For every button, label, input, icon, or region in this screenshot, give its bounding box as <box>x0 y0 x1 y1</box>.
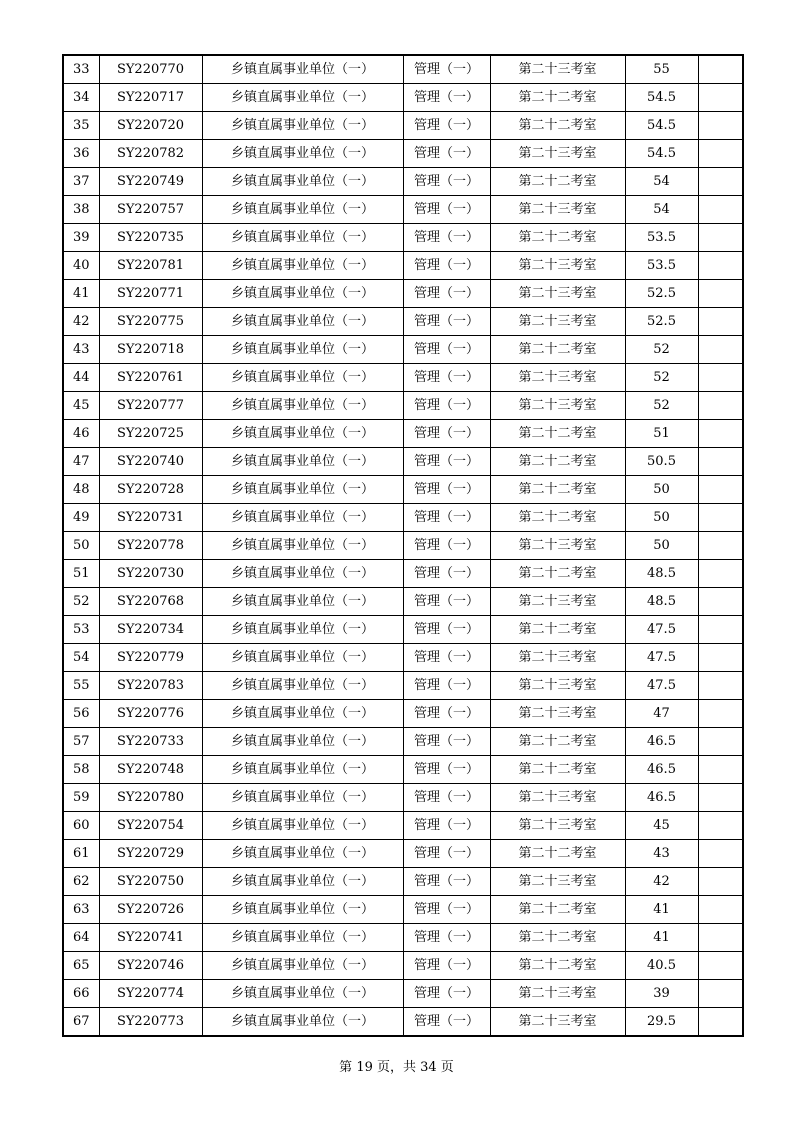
total-pages: 34 <box>420 1060 437 1075</box>
employer-unit-cell: 乡镇直属事业单位（一） <box>202 280 403 308</box>
employer-unit-cell: 乡镇直属事业单位（一） <box>202 392 403 420</box>
row-number-cell: 40 <box>63 252 99 280</box>
employer-unit-cell: 乡镇直属事业单位（一） <box>202 868 403 896</box>
remark-cell <box>698 896 743 924</box>
candidate-id-cell: SY220773 <box>99 1008 202 1037</box>
employer-unit-cell: 乡镇直属事业单位（一） <box>202 55 403 84</box>
position-cell: 管理（一） <box>403 980 490 1008</box>
exam-room-cell: 第二十二考室 <box>490 476 625 504</box>
score-cell: 39 <box>625 980 698 1008</box>
position-cell: 管理（一） <box>403 812 490 840</box>
position-cell: 管理（一） <box>403 504 490 532</box>
row-number-cell: 38 <box>63 196 99 224</box>
position-cell: 管理（一） <box>403 55 490 84</box>
position-cell: 管理（一） <box>403 896 490 924</box>
row-number-cell: 60 <box>63 812 99 840</box>
candidate-id-cell: SY220774 <box>99 980 202 1008</box>
score-cell: 43 <box>625 840 698 868</box>
position-cell: 管理（一） <box>403 644 490 672</box>
position-cell: 管理（一） <box>403 868 490 896</box>
score-cell: 55 <box>625 55 698 84</box>
row-number-cell: 51 <box>63 560 99 588</box>
exam-room-cell: 第二十二考室 <box>490 448 625 476</box>
exam-room-cell: 第二十二考室 <box>490 224 625 252</box>
candidate-id-cell: SY220780 <box>99 784 202 812</box>
candidate-id-cell: SY220770 <box>99 55 202 84</box>
employer-unit-cell: 乡镇直属事业单位（一） <box>202 980 403 1008</box>
table-row <box>63 756 743 784</box>
remark-cell <box>698 364 743 392</box>
table-row <box>63 868 743 896</box>
remark-cell <box>698 784 743 812</box>
employer-unit-cell: 乡镇直属事业单位（一） <box>202 476 403 504</box>
employer-unit-cell: 乡镇直属事业单位（一） <box>202 308 403 336</box>
exam-room-cell: 第二十三考室 <box>490 392 625 420</box>
score-cell: 52.5 <box>625 308 698 336</box>
exam-room-cell: 第二十二考室 <box>490 924 625 952</box>
remark-cell <box>698 672 743 700</box>
employer-unit-cell: 乡镇直属事业单位（一） <box>202 504 403 532</box>
score-cell: 47.5 <box>625 616 698 644</box>
employer-unit-cell: 乡镇直属事业单位（一） <box>202 168 403 196</box>
exam-room-cell: 第二十二考室 <box>490 168 625 196</box>
employer-unit-cell: 乡镇直属事业单位（一） <box>202 588 403 616</box>
row-number-cell: 59 <box>63 784 99 812</box>
exam-room-cell: 第二十三考室 <box>490 532 625 560</box>
position-cell: 管理（一） <box>403 280 490 308</box>
exam-room-cell: 第二十二考室 <box>490 840 625 868</box>
remark-cell <box>698 476 743 504</box>
employer-unit-cell: 乡镇直属事业单位（一） <box>202 224 403 252</box>
row-number-cell: 49 <box>63 504 99 532</box>
exam-room-cell: 第二十二考室 <box>490 756 625 784</box>
candidate-id-cell: SY220733 <box>99 728 202 756</box>
row-number-cell: 61 <box>63 840 99 868</box>
position-cell: 管理（一） <box>403 476 490 504</box>
remark-cell <box>698 308 743 336</box>
row-number-cell: 55 <box>63 672 99 700</box>
score-cell: 47.5 <box>625 644 698 672</box>
table-row <box>63 672 743 700</box>
position-cell: 管理（一） <box>403 1008 490 1037</box>
position-cell: 管理（一） <box>403 308 490 336</box>
page-suffix: 页 <box>436 1060 454 1075</box>
candidate-id-cell: SY220741 <box>99 924 202 952</box>
remark-cell <box>698 868 743 896</box>
position-cell: 管理（一） <box>403 616 490 644</box>
score-cell: 47 <box>625 700 698 728</box>
employer-unit-cell: 乡镇直属事业单位（一） <box>202 336 403 364</box>
score-cell: 50.5 <box>625 448 698 476</box>
position-cell: 管理（一） <box>403 112 490 140</box>
exam-room-cell: 第二十三考室 <box>490 588 625 616</box>
exam-room-cell: 第二十三考室 <box>490 644 625 672</box>
position-cell: 管理（一） <box>403 392 490 420</box>
employer-unit-cell: 乡镇直属事业单位（一） <box>202 1008 403 1037</box>
remark-cell <box>698 504 743 532</box>
employer-unit-cell: 乡镇直属事业单位（一） <box>202 840 403 868</box>
employer-unit-cell: 乡镇直属事业单位（一） <box>202 700 403 728</box>
remark-cell <box>698 532 743 560</box>
candidate-id-cell: SY220771 <box>99 280 202 308</box>
remark-cell <box>698 952 743 980</box>
remark-cell <box>698 392 743 420</box>
exam-room-cell: 第二十二考室 <box>490 560 625 588</box>
exam-room-cell: 第二十三考室 <box>490 812 625 840</box>
candidate-id-cell: SY220720 <box>99 112 202 140</box>
exam-room-cell: 第二十二考室 <box>490 952 625 980</box>
remark-cell <box>698 336 743 364</box>
score-cell: 53.5 <box>625 252 698 280</box>
table-row <box>63 336 743 364</box>
table-row <box>63 728 743 756</box>
position-cell: 管理（一） <box>403 168 490 196</box>
remark-cell <box>698 924 743 952</box>
score-cell: 46.5 <box>625 756 698 784</box>
candidate-id-cell: SY220777 <box>99 392 202 420</box>
row-number-cell: 65 <box>63 952 99 980</box>
row-number-cell: 57 <box>63 728 99 756</box>
remark-cell <box>698 140 743 168</box>
candidate-id-cell: SY220783 <box>99 672 202 700</box>
exam-room-cell: 第二十三考室 <box>490 140 625 168</box>
score-cell: 50 <box>625 532 698 560</box>
position-cell: 管理（一） <box>403 448 490 476</box>
table-row <box>63 784 743 812</box>
exam-room-cell: 第二十三考室 <box>490 980 625 1008</box>
score-cell: 41 <box>625 896 698 924</box>
row-number-cell: 42 <box>63 308 99 336</box>
row-number-cell: 39 <box>63 224 99 252</box>
table-row <box>63 448 743 476</box>
row-number-cell: 66 <box>63 980 99 1008</box>
score-cell: 54 <box>625 168 698 196</box>
position-cell: 管理（一） <box>403 532 490 560</box>
position-cell: 管理（一） <box>403 224 490 252</box>
score-table <box>62 54 744 1037</box>
candidate-id-cell: SY220757 <box>99 196 202 224</box>
employer-unit-cell: 乡镇直属事业单位（一） <box>202 644 403 672</box>
table-row <box>63 364 743 392</box>
remark-cell <box>698 55 743 84</box>
row-number-cell: 33 <box>63 55 99 84</box>
remark-cell <box>698 588 743 616</box>
exam-room-cell: 第二十三考室 <box>490 672 625 700</box>
employer-unit-cell: 乡镇直属事业单位（一） <box>202 728 403 756</box>
row-number-cell: 36 <box>63 140 99 168</box>
remark-cell <box>698 560 743 588</box>
remark-cell <box>698 448 743 476</box>
row-number-cell: 58 <box>63 756 99 784</box>
position-cell: 管理（一） <box>403 588 490 616</box>
row-number-cell: 48 <box>63 476 99 504</box>
remark-cell <box>698 420 743 448</box>
row-number-cell: 64 <box>63 924 99 952</box>
table-row <box>63 140 743 168</box>
current-page-number: 19 <box>356 1060 373 1075</box>
score-cell: 48.5 <box>625 560 698 588</box>
page-footer <box>0 1056 793 1075</box>
employer-unit-cell: 乡镇直属事业单位（一） <box>202 812 403 840</box>
candidate-id-cell: SY220717 <box>99 84 202 112</box>
candidate-id-cell: SY220775 <box>99 308 202 336</box>
exam-room-cell: 第二十三考室 <box>490 1008 625 1037</box>
position-cell: 管理（一） <box>403 924 490 952</box>
remark-cell <box>698 980 743 1008</box>
candidate-id-cell: SY220731 <box>99 504 202 532</box>
table-row <box>63 924 743 952</box>
score-cell: 52.5 <box>625 280 698 308</box>
candidate-id-cell: SY220730 <box>99 560 202 588</box>
row-number-cell: 46 <box>63 420 99 448</box>
table-row <box>63 560 743 588</box>
score-cell: 54.5 <box>625 140 698 168</box>
table-row <box>63 532 743 560</box>
position-cell: 管理（一） <box>403 784 490 812</box>
score-cell: 41 <box>625 924 698 952</box>
remark-cell <box>698 112 743 140</box>
row-number-cell: 63 <box>63 896 99 924</box>
candidate-id-cell: SY220781 <box>99 252 202 280</box>
employer-unit-cell: 乡镇直属事业单位（一） <box>202 616 403 644</box>
remark-cell <box>698 700 743 728</box>
table-row <box>63 224 743 252</box>
position-cell: 管理（一） <box>403 840 490 868</box>
table-row <box>63 420 743 448</box>
employer-unit-cell: 乡镇直属事业单位（一） <box>202 532 403 560</box>
employer-unit-cell: 乡镇直属事业单位（一） <box>202 952 403 980</box>
row-number-cell: 34 <box>63 84 99 112</box>
position-cell: 管理（一） <box>403 252 490 280</box>
remark-cell <box>698 728 743 756</box>
table-row <box>63 504 743 532</box>
position-cell: 管理（一） <box>403 672 490 700</box>
candidate-id-cell: SY220778 <box>99 532 202 560</box>
score-cell: 52 <box>625 336 698 364</box>
exam-room-cell: 第二十三考室 <box>490 280 625 308</box>
exam-room-cell: 第二十二考室 <box>490 336 625 364</box>
score-cell: 48.5 <box>625 588 698 616</box>
employer-unit-cell: 乡镇直属事业单位（一） <box>202 112 403 140</box>
exam-room-cell: 第二十三考室 <box>490 868 625 896</box>
candidate-id-cell: SY220728 <box>99 476 202 504</box>
exam-room-cell: 第二十三考室 <box>490 700 625 728</box>
score-cell: 40.5 <box>625 952 698 980</box>
row-number-cell: 56 <box>63 700 99 728</box>
table-row <box>63 55 743 84</box>
employer-unit-cell: 乡镇直属事业单位（一） <box>202 420 403 448</box>
position-cell: 管理（一） <box>403 560 490 588</box>
exam-room-cell: 第二十三考室 <box>490 308 625 336</box>
row-number-cell: 37 <box>63 168 99 196</box>
candidate-id-cell: SY220761 <box>99 364 202 392</box>
table-row <box>63 700 743 728</box>
page-middle: 页，共 <box>372 1060 421 1075</box>
table-row <box>63 980 743 1008</box>
table-row <box>63 812 743 840</box>
row-number-cell: 67 <box>63 1008 99 1037</box>
position-cell: 管理（一） <box>403 420 490 448</box>
exam-room-cell: 第二十二考室 <box>490 896 625 924</box>
remark-cell <box>698 812 743 840</box>
page-prefix: 第 <box>339 1060 357 1075</box>
exam-room-cell: 第二十二考室 <box>490 112 625 140</box>
position-cell: 管理（一） <box>403 952 490 980</box>
candidate-id-cell: SY220754 <box>99 812 202 840</box>
table-row <box>63 1008 743 1037</box>
position-cell: 管理（一） <box>403 756 490 784</box>
candidate-id-cell: SY220776 <box>99 700 202 728</box>
score-cell: 54 <box>625 196 698 224</box>
employer-unit-cell: 乡镇直属事业单位（一） <box>202 364 403 392</box>
remark-cell <box>698 84 743 112</box>
employer-unit-cell: 乡镇直属事业单位（一） <box>202 252 403 280</box>
candidate-id-cell: SY220746 <box>99 952 202 980</box>
candidate-id-cell: SY220735 <box>99 224 202 252</box>
table-row <box>63 952 743 980</box>
exam-room-cell: 第二十二考室 <box>490 504 625 532</box>
row-number-cell: 44 <box>63 364 99 392</box>
table-row <box>63 896 743 924</box>
table-row <box>63 476 743 504</box>
remark-cell <box>698 644 743 672</box>
score-cell: 52 <box>625 392 698 420</box>
remark-cell <box>698 168 743 196</box>
row-number-cell: 53 <box>63 616 99 644</box>
row-number-cell: 41 <box>63 280 99 308</box>
table-row <box>63 644 743 672</box>
table-row <box>63 196 743 224</box>
position-cell: 管理（一） <box>403 364 490 392</box>
employer-unit-cell: 乡镇直属事业单位（一） <box>202 672 403 700</box>
table-row <box>63 840 743 868</box>
remark-cell <box>698 252 743 280</box>
row-number-cell: 62 <box>63 868 99 896</box>
employer-unit-cell: 乡镇直属事业单位（一） <box>202 896 403 924</box>
remark-cell <box>698 196 743 224</box>
score-cell: 53.5 <box>625 224 698 252</box>
candidate-id-cell: SY220779 <box>99 644 202 672</box>
row-number-cell: 43 <box>63 336 99 364</box>
table-row <box>63 616 743 644</box>
remark-cell <box>698 616 743 644</box>
row-number-cell: 52 <box>63 588 99 616</box>
employer-unit-cell: 乡镇直属事业单位（一） <box>202 756 403 784</box>
score-cell: 54.5 <box>625 112 698 140</box>
score-cell: 47.5 <box>625 672 698 700</box>
row-number-cell: 47 <box>63 448 99 476</box>
row-number-cell: 54 <box>63 644 99 672</box>
score-cell: 42 <box>625 868 698 896</box>
score-cell: 45 <box>625 812 698 840</box>
position-cell: 管理（一） <box>403 336 490 364</box>
exam-room-cell: 第二十三考室 <box>490 784 625 812</box>
score-cell: 51 <box>625 420 698 448</box>
score-cell: 46.5 <box>625 784 698 812</box>
position-cell: 管理（一） <box>403 84 490 112</box>
score-cell: 50 <box>625 504 698 532</box>
table-row <box>63 112 743 140</box>
candidate-id-cell: SY220718 <box>99 336 202 364</box>
remark-cell <box>698 280 743 308</box>
remark-cell <box>698 756 743 784</box>
candidate-id-cell: SY220725 <box>99 420 202 448</box>
table-row <box>63 280 743 308</box>
exam-room-cell: 第二十三考室 <box>490 364 625 392</box>
score-cell: 29.5 <box>625 1008 698 1037</box>
exam-room-cell: 第二十二考室 <box>490 728 625 756</box>
employer-unit-cell: 乡镇直属事业单位（一） <box>202 560 403 588</box>
remark-cell <box>698 840 743 868</box>
employer-unit-cell: 乡镇直属事业单位（一） <box>202 196 403 224</box>
score-cell: 54.5 <box>625 84 698 112</box>
candidate-id-cell: SY220734 <box>99 616 202 644</box>
candidate-id-cell: SY220726 <box>99 896 202 924</box>
employer-unit-cell: 乡镇直属事业单位（一） <box>202 448 403 476</box>
employer-unit-cell: 乡镇直属事业单位（一） <box>202 84 403 112</box>
candidate-id-cell: SY220768 <box>99 588 202 616</box>
table-row <box>63 168 743 196</box>
score-cell: 46.5 <box>625 728 698 756</box>
exam-room-cell: 第二十三考室 <box>490 55 625 84</box>
remark-cell <box>698 224 743 252</box>
row-number-cell: 50 <box>63 532 99 560</box>
position-cell: 管理（一） <box>403 728 490 756</box>
exam-room-cell: 第二十二考室 <box>490 84 625 112</box>
row-number-cell: 45 <box>63 392 99 420</box>
position-cell: 管理（一） <box>403 700 490 728</box>
exam-room-cell: 第二十二考室 <box>490 616 625 644</box>
candidate-id-cell: SY220750 <box>99 868 202 896</box>
candidate-id-cell: SY220782 <box>99 140 202 168</box>
score-cell: 50 <box>625 476 698 504</box>
table-row <box>63 588 743 616</box>
table-body <box>63 55 743 1036</box>
employer-unit-cell: 乡镇直属事业单位（一） <box>202 924 403 952</box>
table-row <box>63 84 743 112</box>
row-number-cell: 35 <box>63 112 99 140</box>
candidate-id-cell: SY220729 <box>99 840 202 868</box>
employer-unit-cell: 乡镇直属事业单位（一） <box>202 784 403 812</box>
table-row <box>63 392 743 420</box>
employer-unit-cell: 乡镇直属事业单位（一） <box>202 140 403 168</box>
table-row <box>63 308 743 336</box>
position-cell: 管理（一） <box>403 196 490 224</box>
candidate-id-cell: SY220748 <box>99 756 202 784</box>
position-cell: 管理（一） <box>403 140 490 168</box>
remark-cell <box>698 1008 743 1037</box>
candidate-id-cell: SY220740 <box>99 448 202 476</box>
candidate-id-cell: SY220749 <box>99 168 202 196</box>
table-row <box>63 252 743 280</box>
exam-room-cell: 第二十三考室 <box>490 252 625 280</box>
exam-room-cell: 第二十二考室 <box>490 420 625 448</box>
exam-room-cell: 第二十三考室 <box>490 196 625 224</box>
score-cell: 52 <box>625 364 698 392</box>
